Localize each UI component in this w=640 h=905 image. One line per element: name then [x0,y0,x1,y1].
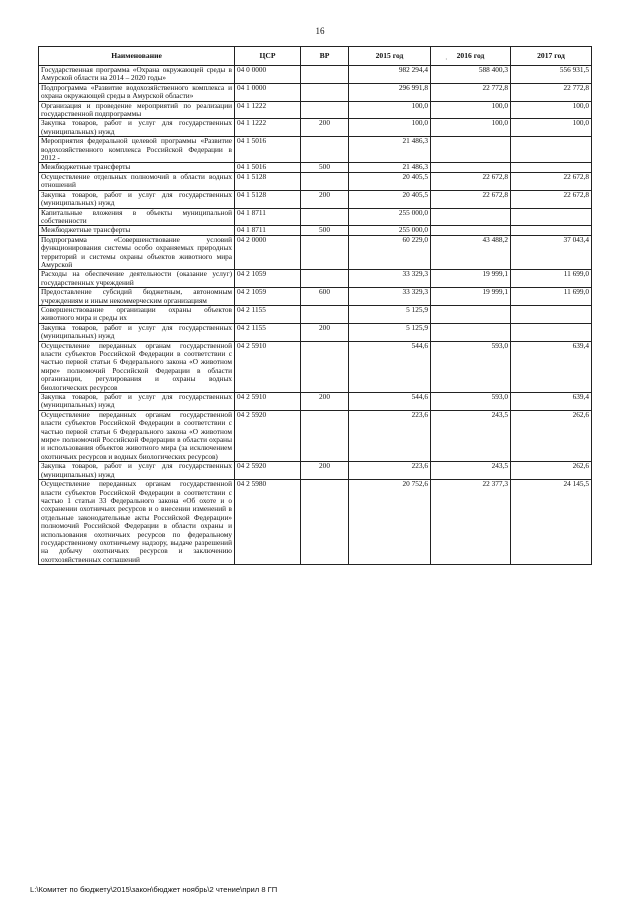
row-csr-cell: 04 2 5980 [235,480,301,565]
row-2015-cell: 982 294,4 [349,66,431,84]
row-csr-cell: 04 0 0000 [235,66,301,84]
row-2015-cell: 20 405,5 [349,190,431,208]
row-2015-cell: 100,0 [349,119,431,137]
row-2016-cell [431,163,511,172]
table-row [39,163,592,172]
row-vr-cell [301,172,349,190]
row-csr-cell: 04 2 1059 [235,270,301,288]
table-row [39,410,592,461]
row-csr-cell: 04 1 0000 [235,83,301,101]
header-name: Наименование [39,47,235,66]
table-row [39,66,592,84]
row-2015-cell: 20 405,5 [349,172,431,190]
row-2016-cell [431,226,511,235]
row-2016-cell: 593,0 [431,393,511,411]
row-2015-cell: 21 486,3 [349,137,431,163]
table-row [39,341,592,392]
row-2017-cell: 11 699,0 [511,270,592,288]
row-vr-cell: 500 [301,226,349,235]
row-csr-cell: 04 1 5128 [235,190,301,208]
row-vr-cell: 200 [301,462,349,480]
row-name-cell: Предоставление субсидий бюджетным, автономным учреждениям и иным некоммерческим организациям [39,288,235,306]
row-csr-cell: 04 2 1155 [235,323,301,341]
row-2017-cell: 556 931,5 [511,66,592,84]
row-2017-cell: 22 672,8 [511,190,592,208]
table-row [39,288,592,306]
row-2016-cell [431,305,511,323]
row-2017-cell [511,163,592,172]
row-2017-cell [511,305,592,323]
row-2016-cell: 22 772,8 [431,83,511,101]
row-2015-cell: 255 000,0 [349,226,431,235]
row-vr-cell [301,270,349,288]
header-2015: 2015 год [349,47,431,66]
row-csr-cell: 04 1 5128 [235,172,301,190]
row-2017-cell: 639,4 [511,341,592,392]
header-vr: ВР [301,47,349,66]
row-vr-cell [301,341,349,392]
scan-mark: · [445,55,448,64]
row-2017-cell [511,208,592,226]
row-name-cell: Закупка товаров, работ и услуг для государственных (муниципальных) нужд [39,393,235,411]
row-2016-cell: 22 672,8 [431,190,511,208]
row-2015-cell: 296 991,8 [349,83,431,101]
row-name-cell: Подпрограмма «Развитие водохозяйственного комплекса и охрана окружающей среды в Амурской области» [39,83,235,101]
row-csr-cell: 04 1 1222 [235,119,301,137]
header-csr: ЦСР [235,47,301,66]
row-2017-cell [511,226,592,235]
row-2015-cell: 223,6 [349,410,431,461]
table-body [39,66,592,565]
table-row [39,101,592,119]
row-2017-cell [511,323,592,341]
row-name-cell: Межбюджетные трансферты [39,226,235,235]
row-2015-cell: 544,6 [349,341,431,392]
row-2015-cell: 33 329,3 [349,270,431,288]
row-2015-cell: 544,6 [349,393,431,411]
table-row [39,462,592,480]
row-vr-cell [301,235,349,270]
row-2016-cell: 243,5 [431,462,511,480]
row-vr-cell [301,208,349,226]
row-2015-cell: 100,0 [349,101,431,119]
row-vr-cell [301,66,349,84]
row-2015-cell: 20 752,6 [349,480,431,565]
row-csr-cell: 04 2 1155 [235,305,301,323]
row-2016-cell: 19 999,1 [431,288,511,306]
table-header-row [39,47,592,66]
row-vr-cell: 500 [301,163,349,172]
row-name-cell: Закупка товаров, работ и услуг для государственных (муниципальных) нужд [39,462,235,480]
file-path-footer: L:\Комитет по бюджету\2015\закон\бюджет ноябрь\2 чтение\прил 8 ГП [30,885,278,894]
row-csr-cell: 04 1 1222 [235,101,301,119]
row-csr-cell: 04 2 0000 [235,235,301,270]
row-2015-cell: 223,6 [349,462,431,480]
row-csr-cell: 04 1 5016 [235,137,301,163]
table-row [39,235,592,270]
row-2017-cell: 262,6 [511,462,592,480]
table-row [39,137,592,163]
row-2017-cell: 22 672,8 [511,172,592,190]
row-2017-cell: 262,6 [511,410,592,461]
row-name-cell: Мероприятия федеральной целевой программы «Развитие водохозяйственного комплекса Российской Федерации в 2012 - [39,137,235,163]
row-vr-cell: 600 [301,288,349,306]
row-vr-cell [301,101,349,119]
row-2016-cell: 593,0 [431,341,511,392]
row-vr-cell [301,305,349,323]
table-row [39,305,592,323]
row-name-cell: Осуществление отдельных полномочий в области водных отношений [39,172,235,190]
header-2016: 2016 год [431,47,511,66]
row-csr-cell: 04 1 8711 [235,208,301,226]
table-row [39,226,592,235]
row-name-cell: Закупка товаров, работ и услуг для государственных (муниципальных) нужд [39,119,235,137]
row-2016-cell: 22 672,8 [431,172,511,190]
row-name-cell: Осуществление переданных органам государственной власти субъектов Российской Федерации в соответствии с частью 1 статьи 33 Федерального закона «Об охоте и о сохранении охотничьих ресурсов и о внесении изменений в отдельные законодательные акты Российской Федерации» полномочий Российской Федерации в области охраны и использования охотничьих ресурсов по федеральному государственному охотничьему надзору, выдаче разрешений на добычу охотничьих ресурсов и заключению охотхозяйственных соглашений [39,480,235,565]
row-2016-cell [431,323,511,341]
table-row [39,393,592,411]
row-name-cell: Осуществление переданных органам государственной власти субъектов Российской Федерации в соответствии с частью первой статьи 6 Федерального закона «О животном мире» полномочий Российской Федерации в области организации, регулирования и охраны водных биологических ресурсов [39,341,235,392]
row-2017-cell [511,137,592,163]
row-csr-cell: 04 1 5016 [235,163,301,172]
table-row [39,190,592,208]
row-2015-cell: 255 000,0 [349,208,431,226]
row-csr-cell: 04 2 1059 [235,288,301,306]
row-csr-cell: 04 1 8711 [235,226,301,235]
row-2016-cell: 588 400,3 [431,66,511,84]
row-2016-cell [431,208,511,226]
row-2017-cell: 100,0 [511,119,592,137]
row-vr-cell [301,410,349,461]
table-row [39,480,592,565]
row-2017-cell: 22 772,8 [511,83,592,101]
row-vr-cell: 200 [301,190,349,208]
row-2017-cell: 100,0 [511,101,592,119]
row-2016-cell: 22 377,3 [431,480,511,565]
row-vr-cell: 200 [301,323,349,341]
row-2015-cell: 21 486,3 [349,163,431,172]
row-name-cell: Подпрограмма «Совершенствование условий функционирования системы особо охраняемых природных территорий и системы охраны объектов животного мира Амурской [39,235,235,270]
row-2017-cell: 11 699,0 [511,288,592,306]
row-2017-cell: 37 043,4 [511,235,592,270]
header-2017: 2017 год [511,47,592,66]
page-number: 16 [315,26,325,36]
row-csr-cell: 04 2 5920 [235,462,301,480]
row-2015-cell: 5 125,9 [349,323,431,341]
table-row [39,172,592,190]
row-2017-cell: 639,4 [511,393,592,411]
row-csr-cell: 04 2 5910 [235,341,301,392]
row-name-cell: Расходы на обеспечение деятельности (оказание услуг) государственных учреждений [39,270,235,288]
table-row [39,270,592,288]
row-vr-cell: 200 [301,119,349,137]
table-row [39,83,592,101]
row-2016-cell: 243,5 [431,410,511,461]
row-2016-cell: 19 999,1 [431,270,511,288]
table-row [39,208,592,226]
row-name-cell: Межбюджетные трансферты [39,163,235,172]
table-row [39,323,592,341]
row-name-cell: Совершенствование организации охраны объектов животного мира и среды их [39,305,235,323]
row-2017-cell: 24 145,5 [511,480,592,565]
row-name-cell: Закупка товаров, работ и услуг для государственных (муниципальных) нужд [39,323,235,341]
row-2015-cell: 33 329,3 [349,288,431,306]
row-2015-cell: 60 229,0 [349,235,431,270]
row-2015-cell: 5 125,9 [349,305,431,323]
row-2016-cell [431,137,511,163]
row-2016-cell: 43 488,2 [431,235,511,270]
row-name-cell: Осуществление переданных органам государственной власти субъектов Российской Федерации в соответствии с частью первой статьи 6 Федерального закона «О животном мире» полномочий Российской Федерации в области охраны и использования объектов животного мира (за исключением охотничьих ресурсов и водных биологических ресурсов) [39,410,235,461]
row-2016-cell: 100,0 [431,101,511,119]
row-vr-cell [301,137,349,163]
row-name-cell: Закупка товаров, работ и услуг для государственных (муниципальных) нужд [39,190,235,208]
row-csr-cell: 04 2 5920 [235,410,301,461]
row-vr-cell: 200 [301,393,349,411]
row-csr-cell: 04 2 5910 [235,393,301,411]
row-vr-cell [301,83,349,101]
budget-table [38,46,592,565]
row-2016-cell: 100,0 [431,119,511,137]
table-row [39,119,592,137]
row-name-cell: Государственная программа «Охрана окружающей среды в Амурской области на 2014 – 2020 годы» [39,66,235,84]
row-vr-cell [301,480,349,565]
row-name-cell: Организация и проведение мероприятий по реализации государственной подпрограммы [39,101,235,119]
row-name-cell: Капитальные вложения в объекты муниципальной собственности [39,208,235,226]
